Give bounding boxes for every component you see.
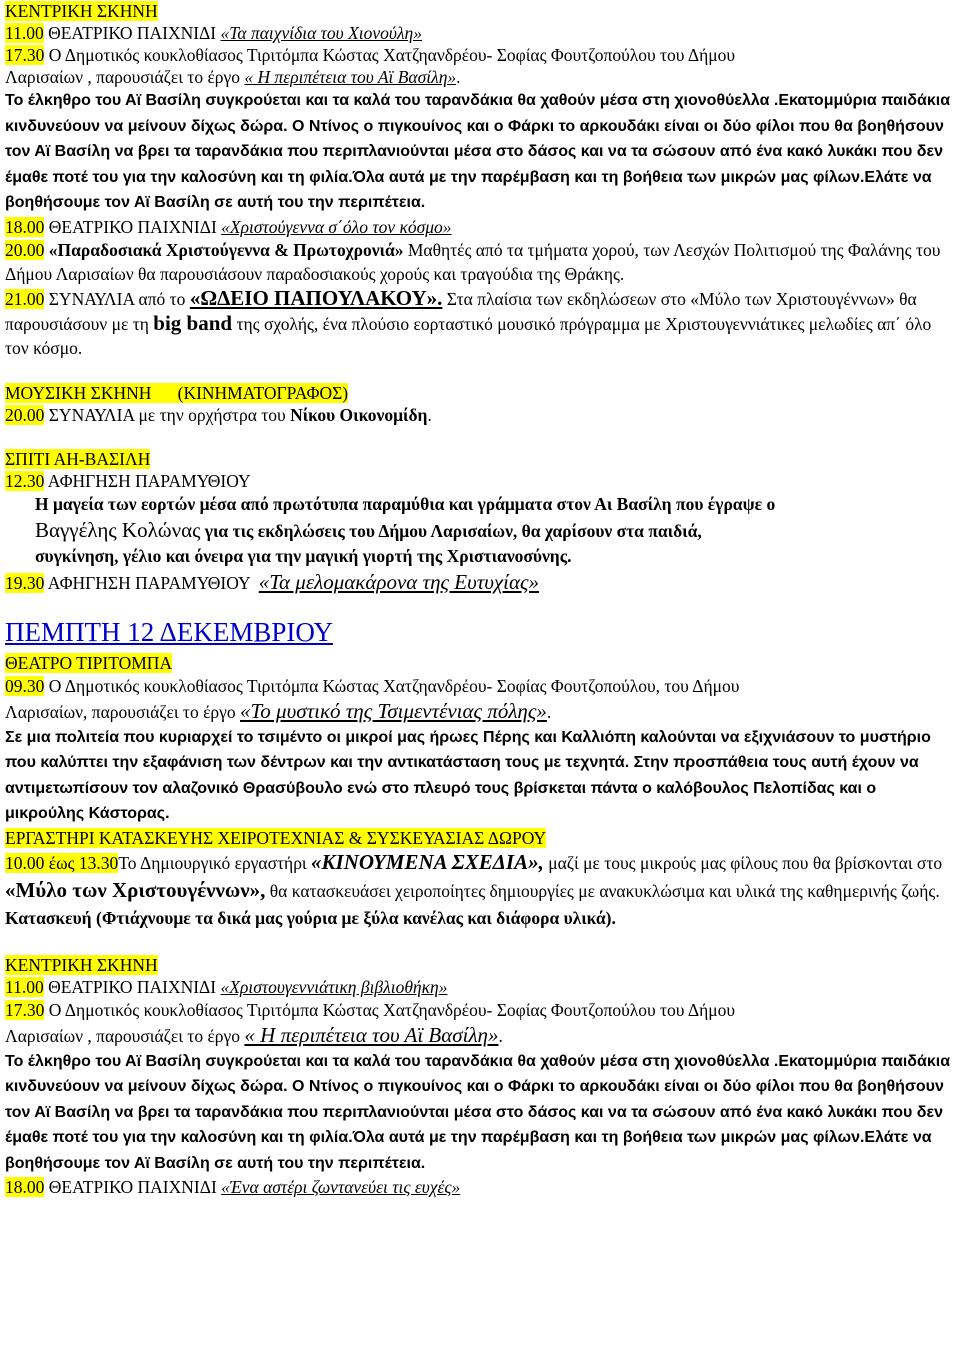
section-heading-santa-house [5, 448, 953, 470]
event-text: ΘΕΑΤΡΙΚΟ ΠΑΙΧΝΙΔΙ [43, 976, 221, 997]
event-text: Λαρισαίων, παρουσιάζει το έργο [5, 701, 241, 722]
story-description [5, 492, 953, 517]
school-name: «ΩΔΕΙΟ ΠΑΠΟΥΛΑΚΟΥ». [189, 285, 443, 310]
event-paragraph [5, 238, 953, 286]
event-line [5, 1176, 953, 1198]
event-line [5, 998, 953, 1022]
story-text: Η μαγεία των εορτών μέσα από πρωτότυπα παραμύθια και γράμματα στον Αι Βασίλη που έγραψε ο [35, 493, 776, 514]
event-text: ΑΦΗΓΗΣΗ ΠΑΡΑΜΥΘΙΟΥ [44, 470, 251, 491]
heading-text: ΜΟΥΣΙΚΗ ΣΚΗΝΗ (ΚΙΝΗΜΑΤΟΓΡΑΦΟΣ) [5, 382, 349, 403]
description-part: Το έλκηθρο του Αϊ Βασίλη συγκρούεται και τα καλά του ταρανδάκια θα χαθούν μέσα στη χιονοθύελλα .Εκατομμύρια παιδάκια κινδυνεύουν να μείνουν δίχως δώρα. [5, 1052, 951, 1095]
event-time: 11.00 [5, 976, 44, 997]
event-time: 21.00 [5, 288, 45, 309]
event-time: 20.00 [5, 404, 45, 425]
event-line [5, 569, 953, 596]
description-part: Ο Ντίνος ο πιγκουίνος και ο Φάρκι το αρκουδάκι είναι οι δύο φίλοι που θα βοηθήσουν τον Αϊ Βασίλη να βρει τα ταρανδάκια που περιπλανιούνται μέσα στο δάσος και να τα σώσουν από ένα κακό λυκάκι που δεν έμαθε ποτέ του για την καλοσύνη και τη φιλία.Όλα αυτά με την παρέμβαση και τη βοήθεια των μικρών μας φίλων.Ελάτε να βοηθήσουμε τον Αϊ Βασίλη σε αυτή του την περιπέτεια. [5, 117, 944, 211]
event-title: «Τα παιχνίδια του Χιονούλη» [220, 23, 422, 43]
event-title: « Η περιπέτεια του Αϊ Βασίλη» [244, 1022, 499, 1047]
description-part: Το έλκηθρο του Αϊ Βασίλη συγκρούεται και τα καλά του ταρανδάκια θα χαθούν μέσα στη χιονοθύελλα .Εκατομμύρια παιδάκια κινδυνεύουν να μείνουν δίχως δώρα. [5, 92, 951, 135]
workshop-name: «ΚΙΝΟΥΜΕΝΑ ΣΧΕΔΙΑ», [311, 849, 544, 874]
venue-name: «Μύλο των Χριστουγέννων», [5, 877, 266, 902]
section-heading-tiritomba-theatre [5, 652, 953, 674]
event-line [5, 44, 953, 66]
event-text-end: . [498, 1025, 503, 1046]
event-text: Στα πλαίσια των εκδηλώσεων στο «Μύλο των Χριστουγέννων» θα παρουσιάσουν με τη [5, 288, 917, 334]
event-title: «Το μυστικό της Τσιμεντένιας πόλης» [240, 698, 547, 723]
heading-text: ΚΕΝΤΡΙΚΗ ΣΚΗΝΗ [5, 1, 158, 21]
event-text: της σχολής, ένα πλούσιο εορταστικό μουσικό πρόγραμμα με Χριστουγεννιάτικες μελωδίες απ΄ όλο τον κόσμο. [5, 313, 932, 358]
event-time: 17.30 [5, 999, 45, 1020]
section-heading-music-stage [5, 382, 953, 404]
event-line [5, 404, 953, 426]
heading-text: ΘΕΑΤΡΟ ΤΙΡΙΤΟΜΠΑ [5, 652, 173, 673]
event-text: θα κατασκευάσει χειροποίητες δημιουργίες με ανακυκλώσιμα και υλικά της καθημερινής ζωής. [265, 880, 940, 901]
event-description: Σε μια πολιτεία που κυριαρχεί το τσιμέντο οι μικροί μας ήρωες Πέρης και Καλλιόπη καλούνται να εξιχνιάσουν το μυστήριο που καλύπτει την εξαφάνιση των δέντρων και την αντικατάσταση τους με τεχνητά. Στην προσπάθεια τους αυτή έχουν να αντιμετωπίσουν τον αλαζονικό Θρασύβουλο ενώ στο πλευρό τους βρίσκεται πάντα ο καλόβουλος Πελοπίδας και ο μικρούλης Κάστορας. [5, 728, 931, 822]
event-title: «Χριστουγεννιάτικη βιβλιοθήκη» [220, 976, 448, 997]
event-text: ΘΕΑΤΡΙΚΟ ΠΑΙΧΝΙΔΙ [44, 216, 222, 237]
event-text-end: . [546, 701, 552, 722]
event-text: ΘΕΑΤΡΙΚΟ ΠΑΙΧΝΙΔΙ [44, 1177, 222, 1197]
event-text: ΑΦΗΓΗΣΗ ΠΑΡΑΜΥΘΙΟΥ [44, 572, 259, 593]
event-time: 12.30 [5, 470, 45, 491]
story-text: συγκίνηση, γέλιο και όνειρα για την μαγική γιορτή της Χριστιανοσύνης. [35, 545, 572, 566]
event-text: Μαθητές από τα τμήματα χορού, των Λεσχών Πολιτισμού της Φαλάνης του Δήμου Λαρισαίων θα παρουσιάσουν παραδοσιακούς χορούς και τραγούδια της Θράκης. [5, 239, 941, 284]
section-heading-central-stage [5, 0, 953, 22]
event-line [5, 698, 953, 725]
event-time: 19.30 [5, 572, 45, 593]
event-text: Το Δημιουργικό εργαστήρι [118, 852, 312, 873]
event-text: Λαρισαίων , παρουσιάζει το έργο [5, 1025, 245, 1046]
event-time: 10.00 έως 13.30 [5, 852, 119, 873]
section-heading-crafts-workshop [5, 827, 953, 849]
section-heading-central-stage [5, 954, 953, 976]
orchestra-name: Νίκου Οικονομίδη [290, 404, 428, 425]
event-text: μαζί με τους μικρούς μας φίλους που θα βρίσκονται στο [543, 852, 943, 873]
event-title: « Η περιπέτεια του Αϊ Βασίλη» [244, 67, 457, 87]
event-text: Λαρισαίων , παρουσιάζει το έργο [5, 67, 245, 87]
event-line [5, 976, 953, 998]
event-title: «Παραδοσιακά Χριστούγεννα & Πρωτοχρονιά» [48, 239, 404, 260]
event-title: «Χριστούγεννα σ΄όλο τον κόσμο» [221, 216, 452, 237]
workshop-activity: Κατασκευή (Φτιάχνουμε τα δικά μας γούρια με ξύλα κανέλας και διάφορα υλικά). [5, 907, 616, 928]
workshop-paragraph [5, 849, 953, 932]
event-paragraph [5, 286, 953, 360]
story-text: για τις εκδηλώσεις του Δήμου Λαρισαίων, θα χαρίσουν στα παιδιά, [200, 520, 702, 541]
event-line [5, 22, 953, 44]
event-text: Ο Δημοτικός κουκλοθίασος Τιριτόμπα Κώστας Χατζηανδρέου- Σοφίας Φουτζοπούλου του Δήμου [44, 999, 736, 1020]
day-title: ΠΕΜΠΤΗ 12 ΔΕΚΕΜΒΡΙΟΥ [5, 616, 334, 647]
event-line [5, 674, 953, 698]
heading-text: ΚΕΝΤΡΙΚΗ ΣΚΗΝΗ [5, 954, 158, 975]
event-title: «Τα μελομακάρονα της Ευτυχίας» [258, 569, 540, 594]
story-description [5, 544, 953, 569]
heading-text: ΕΡΓΑΣΤΗΡΙ ΚΑΤΑΣΚΕΥΗΣ ΧΕΙΡΟΤΕΧΝΙΑΣ & ΣΥΣΚΕΥΑΣΙΑΣ ΔΩΡΟΥ [5, 827, 547, 848]
event-line [5, 470, 953, 492]
event-time: 11.00 [5, 23, 44, 43]
event-text-end: . [427, 404, 432, 425]
event-text: ΘΕΑΤΡΙΚΟ ΠΑΙΧΝΙΔΙ [43, 23, 221, 43]
event-time: 09.30 [5, 675, 45, 696]
description-part: Ο Ντίνος ο πιγκουίνος και ο Φάρκι το αρκουδάκι είναι οι δύο φίλοι που θα βοηθήσουν τον Αϊ Βασίλη να βρει τα ταρανδάκια που περιπλανιούνται μέσα στο δάσος και να τα σώσουν από ένα κακό λυκάκι που δεν έμαθε ποτέ του για την καλοσύνη και τη φιλία.Όλα αυτά με την παρέμβαση και τη βοήθεια των μικρών μας φίλων.Ελάτε να βοηθήσουμε τον Αϊ Βασίλη σε αυτή του την περιπέτεια. [5, 1078, 944, 1172]
event-description [5, 1049, 953, 1177]
event-text: ΣΥΝΑΥΛΙΑ από το [44, 288, 190, 309]
event-text: Ο Δημοτικός κουκλοθίασος Τιριτόμπα Κώστας Χατζηανδρέου- Σοφίας Φουτζοπούλου, του Δήμου [44, 675, 740, 696]
author-name: Βαγγέλης Κολώνας [35, 517, 201, 542]
event-text: ΣΥΝΑΥΛΙΑ με την ορχήστρα του [44, 404, 291, 425]
event-time: 20.00 [5, 239, 45, 260]
event-text: Ο Δημοτικός κουκλοθίασος Τιριτόμπα Κώστας Χατζηανδρέου- Σοφίας Φουτζοπούλου του Δήμου [44, 45, 736, 65]
event-time: 17.30 [5, 45, 45, 65]
event-line [5, 66, 953, 88]
event-line [5, 216, 953, 238]
band-name: big band [153, 310, 233, 335]
event-time: 18.00 [5, 216, 45, 237]
event-text-end: . [456, 67, 461, 87]
event-description [5, 88, 953, 216]
event-line [5, 1022, 953, 1049]
event-title: «Ένα αστέρι ζωντανεύει τις ευχές» [221, 1177, 461, 1197]
event-time: 18.00 [5, 1177, 45, 1197]
heading-text: ΣΠΙΤΙ ΑΗ-ΒΑΣΙΛΗ [5, 448, 151, 469]
story-description [5, 517, 953, 544]
